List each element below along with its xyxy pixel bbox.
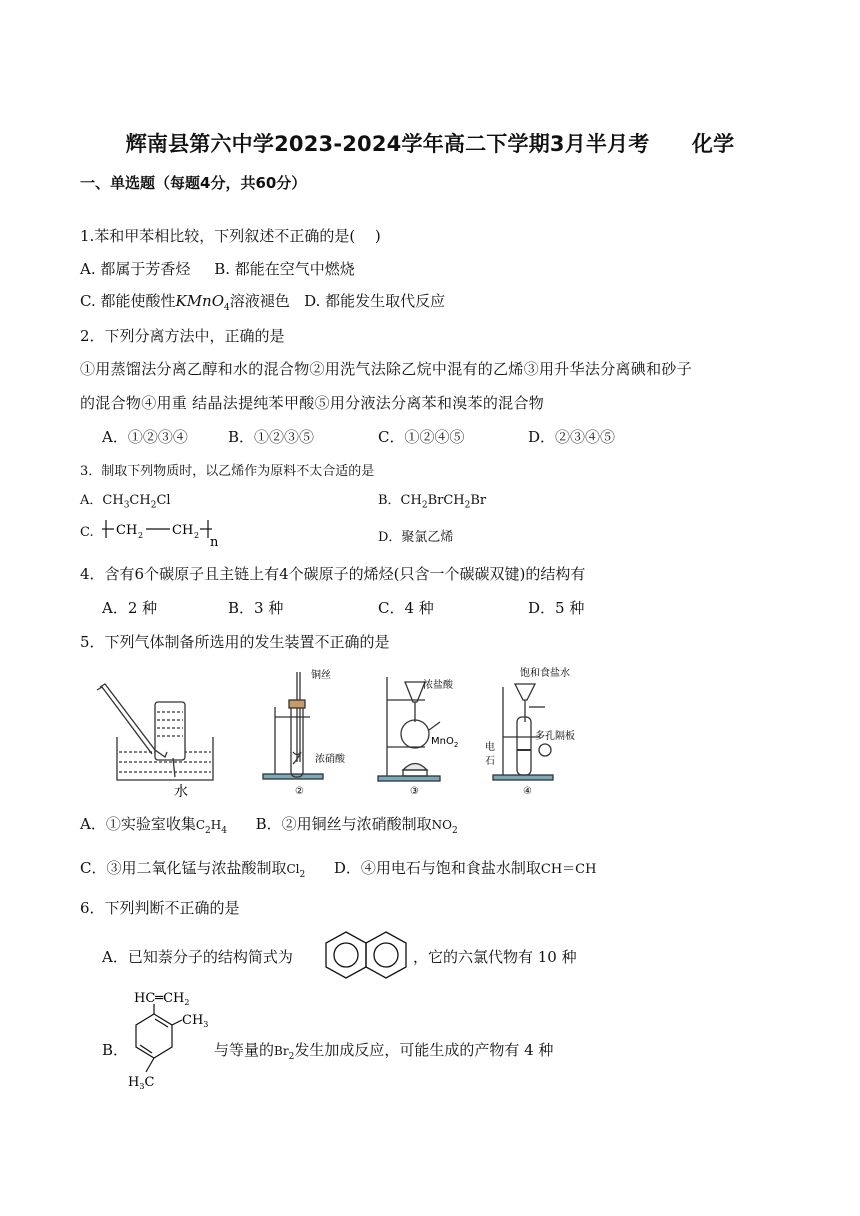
ch2-left-sub: 2 [138,531,144,540]
cl2-cl: Cl [286,862,300,876]
kmno4-formula: KMnO [175,292,225,310]
q2-body-line2: 的混合物④用重 结晶法提纯苯甲酸⑤用分液法分离苯和溴苯的混合物 [80,394,545,412]
q6-stem: 6．下列判断不正确的是 [80,899,240,917]
apparatus-1 [97,684,213,780]
q2-stem: 2．下列分离方法中，正确的是 [80,327,285,345]
q1-option-b: B. 都能在空气中燃烧 [214,260,355,278]
q6-option-a-post: ，它的六氯代物有 10 种 [413,948,577,966]
q6-option-b-post: 与等量的$Br_2$发生加成反应，可能生成的产物有 4 种 [214,1041,554,1062]
q4-option-b: B．3 种 [228,599,284,617]
br2-sub: 2 [288,1052,295,1062]
page-title: 辉南县第六中学2023-2024学年高二下学期3月半月考 化学 [125,132,735,156]
methyl-group-right: $CH_3$ [182,1013,209,1029]
label-mno2: MnO$_2$ [431,736,459,749]
q1-options-line1 [80,258,355,279]
section-header: 一、单选题（每题4分，共60分） [80,174,307,192]
q2-option-d: D．②③④⑤ [528,428,616,446]
q5-option-c: C．③用二氧化锰与浓盐酸制取 [80,859,287,877]
label-porous-plate: 多孔隔板 [535,731,575,742]
q1-option-c-tail: 溶液褪色 [229,292,290,310]
ch2-right-sub: 2 [194,531,200,540]
q5-option-b: B．②用铜丝与浓硝酸制取 [255,815,432,833]
c2h4-sub4: 4 [221,826,227,836]
q3-option-c-label: C. [80,525,94,540]
no2-sub: 2 [451,826,458,836]
q1-stem: 1.苯和甲苯相比较，下列叙述不正确的是( ) [80,227,381,245]
substituted-cyclohexadiene-structure [120,990,220,1100]
ch2-right: CH [172,523,194,538]
vinyl-group: $HC═CH_2$ [134,991,190,1007]
c2h4-h: H [210,818,222,832]
q5-option-d: D．④用电石与饱和食盐水制取 [333,859,541,877]
apparatus-2 [263,672,323,779]
q3-option-d: D．聚氯乙烯 [378,530,454,545]
q1-option-a: A. 都属于芳香烃 [80,260,191,278]
methyl-group-bottom: $H_3C$ [128,1075,155,1091]
c2h4-sub2: 2 [205,826,211,836]
label-conc-nitric: 浓硝酸 [315,754,345,765]
q5-options-line2 [80,857,596,880]
label-calcium-carbide-2: 石 [485,756,495,767]
q2-option-a: A．①②③④ [102,428,188,446]
q6-option-a-pre: A．已知萘分子的结构简式为 [102,948,293,966]
cl2-sub: 2 [299,870,306,880]
kmno4-subscript: 4 [224,303,230,313]
q5-stem: 5．下列气体制备所选用的发生装置不正确的是 [80,633,390,651]
no2-no: NO [431,818,452,832]
q4-stem: 4．含有6个碳原子且主链上有4个碳原子的烯烃(只含一个碳碳双键)的结构有 [80,565,586,583]
label-app4: ④ [523,786,532,797]
q4-option-d: D．5 种 [528,599,585,617]
apparatus-3 [378,677,440,781]
c2h4-c: C [195,818,206,832]
polyethylene-formula [102,514,222,550]
label-app2: ② [295,786,304,797]
q1-option-c: C. 都能使酸性 [80,292,176,310]
label-water: 水 [174,784,188,800]
q1-option-d: D. 都能发生取代反应 [304,292,446,310]
label-copper-wire: 铜丝 [311,670,331,681]
label-app3: ③ [410,786,419,797]
q3-stem: 3．制取下列物质时，以乙烯作为原料不太合适的是 [80,464,375,479]
q4-option-c: C．4 种 [378,599,434,617]
q1-options-line2 [80,290,445,313]
q5-options-line1 [80,813,458,836]
naphthalene-structure [324,928,410,982]
q2-option-b: B．①②③⑤ [228,428,315,446]
br2-br: Br [274,1044,289,1058]
acetylene-formula: CH＝CH [540,862,597,877]
q4-option-a: A．2 种 [102,599,158,617]
q3-option-b: B．$CH_2BrCH_2Br$ [378,493,487,511]
q5-option-a: A．①实验室收集 [80,815,196,833]
label-calcium-carbide-1: 电 [485,742,495,753]
label-sat-brine: 饱和食盐水 [520,668,570,679]
q2-body-line1: ①用蒸馏法分离乙醇和水的混合物②用洗气法除乙烷中混有的乙烯③用升华法分离碘和砂子 [80,360,693,378]
q3-option-a: A．$CH_3CH_2Cl$ [80,493,171,511]
repeat-n: n [210,535,219,550]
q6-option-b-label: B． [102,1041,129,1059]
ch2-left: CH [116,523,138,538]
label-conc-hcl: 浓盐酸 [423,680,453,691]
q2-option-c: C．①②④⑤ [378,428,465,446]
apparatus-figure [95,662,575,802]
